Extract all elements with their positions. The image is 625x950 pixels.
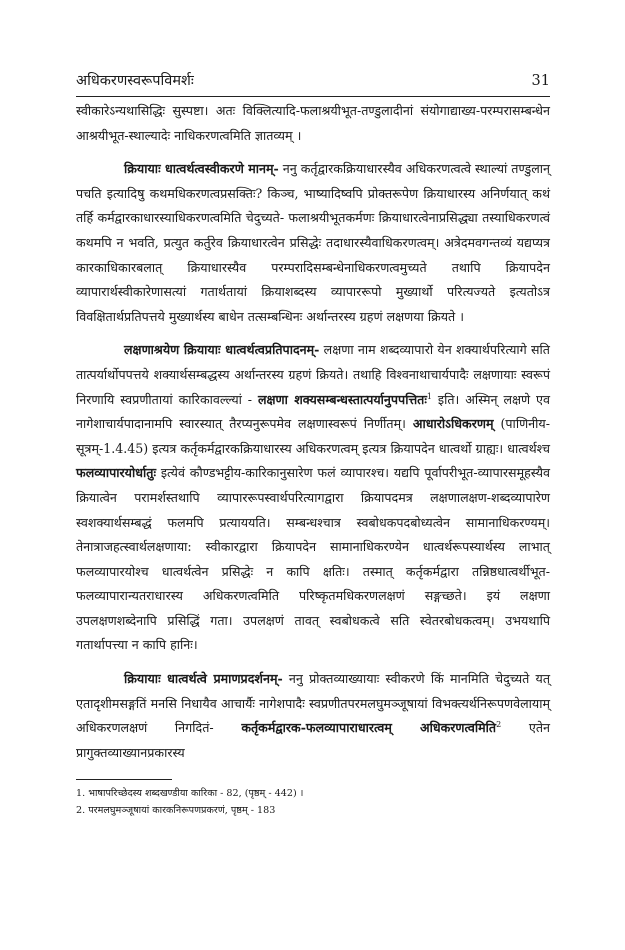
text-run: ननु कर्तृद्वारकक्रियाधारस्यैव अधिकरणत्वत्वे स्थाल्यां तण्डुलान् पचति इत्यादिषु कथमधिकरणत्वप्रसक्तिः? किञ्च, भाष्यादिष्वपि प्रोक्तरूपेण क्रियाधारस्य अनिर्णयात् कथं तर्हि कर्मद्वारकाधारस्याधिकरणत्वमिति चेदुच्यते- फलाश्रयीभूतकर्मणः क्रियाधारत्वेनाप्रसिद्ध्या तस्याधिकरणत्वं कथमपि न भवति, प्रत्युत कर्तुरेव क्रियाधारत्वेन प्रसिद्धेः तदाधारस्यैवाधिकरणत्वम्। अत्रेदमवगन्तव्यं यद्यप्यत्र कारकाधिकारबलात् क्रियाधारस्यैव परम्परादिसम्बन्धेनाधिकरणत्वमुच्यते तथापि क्रियापदेन व्यापारार्थस्वीकारेणासत्यां गतार्थतायां क्रियाशब्दस्य व्यापाररूपो मुख्यार्थो परित्यज्यते इत्यतोऽत्र विवक्षितार्थप्रतिपत्तये मुख्यार्थस्य बाधेन तत्सम्बन्धिनः अर्थान्तरस्य ग्रहणं लक्षणया क्रियते । <box>76 161 550 324</box>
bold-heading-run: लक्षणा शक्यसम्बन्धस्तात्पर्यानुपपत्तितः <box>257 391 427 407</box>
running-title: अधिकरणस्वरूपविमर्शः <box>76 73 194 89</box>
paragraph-gap <box>76 658 550 667</box>
text-run: इति। अस्मिन् लक्षणे एव नागेशाचार्यपादानामपि स्वारस्यात् तैरप्यनुरूपमेव लक्षणास्वरूपं निर्णीतम्। <box>76 391 550 432</box>
bold-heading-run: कर्तृकर्मद्वारक-फलव्यापाराधारत्वम् अधिकरणत्वमिति <box>241 720 497 736</box>
book-page <box>76 70 550 819</box>
text-run: ननु प्रोक्तव्याख्यायाः स्वीकरणे किं मानमिति चेदुच्यते यत् एतादृशीमसङ्गतिं मनसि निधायैव आचार्यैः नागेशपादैः स्वप्रणीतपरमलघुमञ्जूषायां विभक्त्यर्थनिरूपणवेलायाम् अधिकरणलक्षणं निगदितं- <box>76 671 550 736</box>
running-header <box>76 70 550 94</box>
paragraph-kriya-dhatvartha-pramana <box>76 157 550 329</box>
bold-heading-run: क्रियायाः धात्वर्थत्वस्वीकरणे मानम्- <box>124 161 279 177</box>
paragraph-continuation <box>76 99 550 148</box>
page-number: 31 <box>531 73 550 89</box>
paragraph-gap <box>76 329 550 338</box>
paragraph-gap <box>76 148 550 157</box>
footnote-rule <box>76 779 172 780</box>
footnote-1: 1. भाषापरिच्छेदस्य शब्दखण्डीया कारिका - 82, (पृष्ठम् - 442) । <box>76 788 304 800</box>
text-run: एतेन प्रागुक्तव्याख्यानप्रकारस्य <box>76 720 550 760</box>
footnotes <box>76 785 550 819</box>
bold-heading-run: लक्षणाश्रयेण क्रियायाः धात्वर्थत्वप्रतिपादनम्- <box>124 342 320 358</box>
paragraph-pramana-pradarshana <box>76 667 550 765</box>
bold-heading-run: फलव्यापारयोर्धातुः <box>76 465 156 481</box>
bold-heading-run: आधारोऽधिकरणम् <box>412 416 494 432</box>
body-text <box>76 99 550 765</box>
text-run: इत्येवं कौण्डभट्टीय-कारिकानुसारेण फलं व्यापारश्च। यद्यपि पूर्वापरीभूत-व्यापारसमूहस्यैव क्रियात्वेन परामर्शस्तथापि व्यापाररूपस्वार्थपरित्यागद्वारा क्रियापदमत्र लक्षणालक्षण-शब्दव्यापारेण स्वशक्यार्थसम्बद्धं फलमपि प्रत्याययति। सम्बन्धश्चात्र स्वबोधकपदबोध्यत्वेन सामानाधिकरण्यम्। तेनात्राजहत्स्वार्थलक्षणाया: स्वीकारद्वारा क्रियापदेन सामानाधिकरण्येन धात्वर्थरूपस्यार्थस्य लाभात् फलव्यापारयोश्च धात्वर्थत्वेन प्रसिद्धेः न कापि क्षतिः। तस्मात् कर्तृकर्मद्वारा तन्निष्ठधात्वर्थीभूत-फलव्यापारान्यतराधारस्य अधिकरणत्वमिति परिष्कृतमधिकरणलक्षणं सङ्गच्छते। इयं लक्षणा उपलक्षणशब्देनापि प्रसिद्धिं गता। उपलक्षणं तावत् स्वबोधकत्वे सति स्वेतरबोधकत्वम्। उभयथापि गतार्थापत्त्या न कापि हानिः। <box>76 465 550 653</box>
text-run: लक्षणा नाम शब्दव्यापारो येन शक्यार्थपरित्यागे सति तात्पर्यार्थोपपत्तये शक्यार्थसम्बद्धस्य अर्थान्तरस्य ग्रहणं क्रियते। तथाहि विश्वनाथाचार्यपादैः लक्षणायाः स्वरूपं निरणायि स्वप्रणीतायां कारिकावल्ल्यां - <box>76 342 550 407</box>
footnote-marker: 2 <box>496 720 502 730</box>
text-run: (पाणिनीय-सूत्रम्-1.4.45) इत्यत्र कर्तृकर्मद्वारकक्रियाधारस्य अधिकरणत्वम् इत्यत्र क्रियापदेन धात्वर्थो ग्राह्यः। धात्वर्थश्च <box>76 416 550 456</box>
footnote-marker: 1 <box>426 391 432 401</box>
header-rule <box>76 96 550 97</box>
text-run: स्वीकारेऽन्यथासिद्धिः सुस्पष्टा। अतः विक्लित्यादि-फलाश्रयीभूत-तण्डुलादीनां संयोगाद्याख्य-परम्परासम्बन्धेन आश्रयीभूत-स्थाल्यादेः नाधिकरणत्वमिति ज्ञातव्यम् । <box>76 103 550 143</box>
footnote-2: 2. परमलघुमञ्जूषायां कारकनिरूपणप्रकरणं, पृष्ठम् - 183 <box>76 805 276 817</box>
paragraph-lakshana <box>76 338 550 658</box>
bold-heading-run: क्रियायाः धात्वर्थत्वे प्रमाणप्रदर्शनम्- <box>124 671 283 687</box>
